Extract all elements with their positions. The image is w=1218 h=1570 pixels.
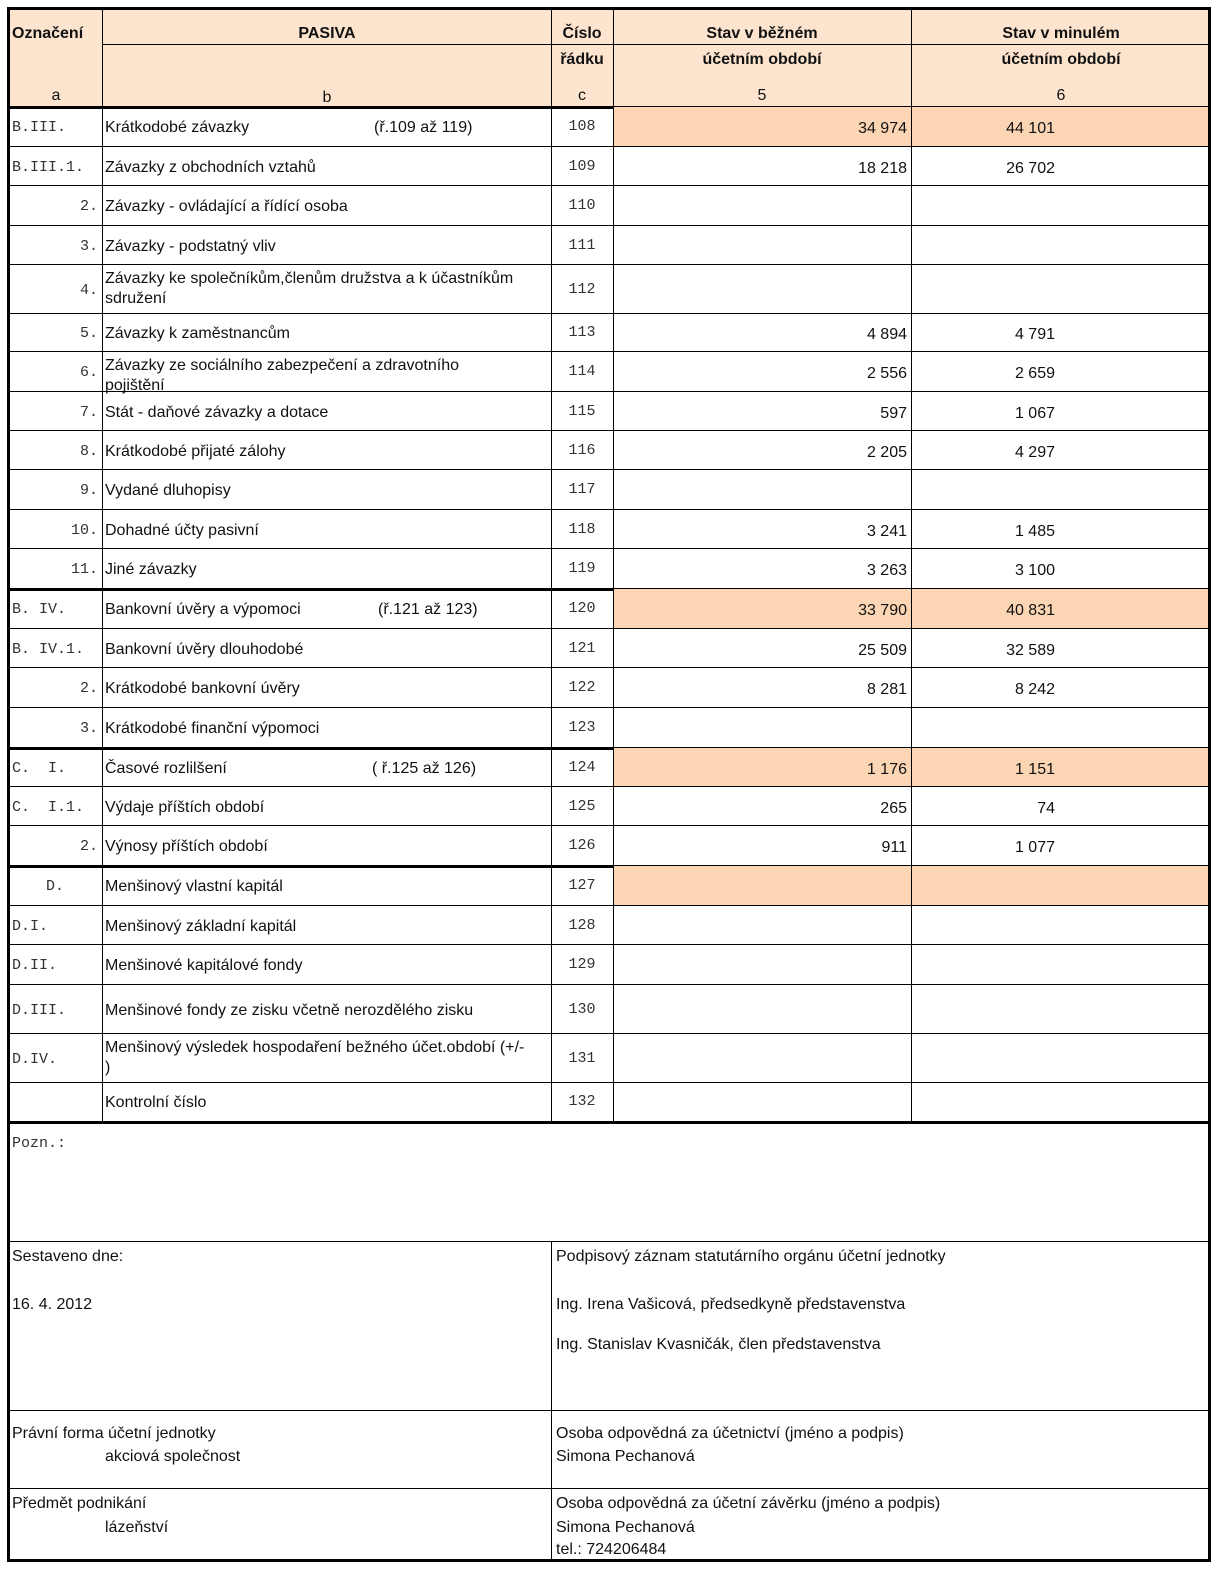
row-label: Menšinové fondy ze zisku včetně nerozdělého zisku bbox=[105, 1001, 474, 1019]
compiled-date: 16. 4. 2012 bbox=[12, 1296, 93, 1313]
row-code: B. IV. bbox=[12, 601, 67, 618]
row-label: Dohadné účty pasivní bbox=[105, 521, 259, 539]
row-previous-value: 8 242 bbox=[1014, 681, 1055, 698]
row-previous-value: 44 101 bbox=[1006, 120, 1055, 137]
row-line-number: 109 bbox=[568, 157, 596, 175]
row-divider bbox=[10, 313, 1208, 314]
closing-person-name: Simona Pechanová bbox=[556, 1519, 695, 1536]
col-b-letter: b bbox=[322, 89, 332, 106]
row-divider bbox=[10, 225, 1208, 226]
row-label: Závazky - ovládající a řídící osoba bbox=[105, 198, 348, 215]
row-divider bbox=[10, 667, 1208, 668]
col-b-divider bbox=[551, 10, 552, 1121]
row-previous-value: 3 100 bbox=[1014, 562, 1055, 579]
col-5-title-1: Stav v běžném bbox=[706, 25, 818, 42]
signer-1: Ing. Irena Vašicová, předsedkyně představenstva bbox=[556, 1296, 906, 1313]
row-label: Krátkodobé přijaté zálohy bbox=[105, 442, 286, 460]
row-label: Závazky z obchodních vztahů bbox=[105, 158, 316, 176]
row-label: Stát - daňové závazky a dotace bbox=[105, 403, 329, 421]
row-current-value: 3 241 bbox=[866, 522, 907, 540]
row-code: 11. bbox=[70, 561, 98, 578]
accounting-person-label: Osoba odpovědná za účetnictví (jméno a podpis) bbox=[556, 1425, 904, 1442]
row-line-number: 122 bbox=[568, 679, 596, 696]
row-line-number: 128 bbox=[568, 916, 596, 934]
row-divider bbox=[10, 1033, 1208, 1034]
row-code: 8. bbox=[79, 442, 98, 460]
row-current-value: 2 205 bbox=[866, 443, 907, 461]
closing-person-label: Osoba odpovědná za účetní závěrku (jméno a podpis) bbox=[556, 1495, 941, 1512]
row-line-number: 125 bbox=[568, 797, 596, 815]
row-code: B.III.1. bbox=[12, 158, 85, 176]
col-5-number: 5 bbox=[757, 87, 767, 104]
business-label: Předmět podnikání bbox=[12, 1495, 147, 1512]
row-previous-value: 1 151 bbox=[1014, 760, 1055, 778]
row-range: (ř.109 až 119) bbox=[374, 119, 473, 136]
row-label: Bankovní úvěry a výpomoci bbox=[105, 601, 301, 618]
row-code: D.II. bbox=[12, 957, 58, 974]
col-5-divider bbox=[911, 10, 912, 1121]
row-previous-value: 1 077 bbox=[1014, 839, 1055, 856]
row-code: 6. bbox=[79, 364, 98, 381]
row-label: Závazky ke společníkům,členům družstva a k účastníkům bbox=[105, 270, 514, 287]
row-line-number: 110 bbox=[568, 197, 596, 214]
row-label: Výdaje příštích období bbox=[105, 798, 265, 816]
row-label: Menšinový základní kapitál bbox=[105, 917, 297, 935]
row-code: 7. bbox=[79, 403, 98, 421]
col-5-title-2: účetním období bbox=[702, 51, 822, 68]
row-current-value: 4 894 bbox=[866, 326, 907, 343]
row-label: Jiné závazky bbox=[105, 561, 197, 578]
row-code: D.IV. bbox=[12, 1050, 58, 1068]
row-code: D. bbox=[46, 878, 65, 895]
row-current-value: 265 bbox=[880, 799, 907, 817]
row-line-number: 118 bbox=[568, 520, 596, 538]
header-divider bbox=[102, 44, 1208, 45]
row-current-value: 18 218 bbox=[858, 159, 907, 177]
row-label: Menšinové kapitálové fondy bbox=[105, 957, 303, 974]
row-line-number: 116 bbox=[568, 441, 596, 459]
row-current-value: 33 790 bbox=[858, 602, 907, 619]
col-c-title-2: řádku bbox=[560, 51, 604, 68]
row-line-number: 127 bbox=[568, 877, 596, 894]
row-code: C. I.1. bbox=[12, 798, 85, 816]
footer-divider-2 bbox=[10, 1410, 1208, 1411]
row-divider bbox=[10, 1082, 1208, 1083]
row-divider bbox=[10, 825, 1208, 826]
col-a-letter: a bbox=[51, 87, 61, 104]
row-line-number: 129 bbox=[568, 956, 596, 973]
col-6-title-1: Stav v minulém bbox=[1002, 25, 1120, 42]
signer-2: Ing. Stanislav Kvasničák, člen představenstva bbox=[556, 1336, 881, 1353]
row-previous-value: 4 297 bbox=[1014, 443, 1055, 461]
row-divider bbox=[10, 628, 1208, 629]
legal-form-label: Právní forma účetní jednotky bbox=[12, 1425, 216, 1442]
row-label-continued: pojištění bbox=[105, 377, 165, 394]
row-divider bbox=[10, 351, 1208, 352]
row-line-number: 126 bbox=[568, 837, 596, 854]
footer-column-divider bbox=[551, 1242, 552, 1562]
row-code: B.III. bbox=[12, 119, 67, 136]
row-code: D.III. bbox=[12, 1001, 67, 1019]
row-line-number: 131 bbox=[568, 1049, 596, 1067]
col-b-title: PASIVA bbox=[298, 25, 356, 42]
col-c-title-1: Číslo bbox=[562, 25, 602, 42]
row-code: 5. bbox=[79, 325, 98, 342]
signature-label: Podpisový záznam statutárního orgánu účetní jednotky bbox=[556, 1248, 946, 1265]
row-divider bbox=[10, 391, 1208, 392]
row-code: 3. bbox=[79, 237, 98, 255]
row-divider bbox=[10, 786, 1208, 787]
row-current-value: 1 176 bbox=[866, 760, 907, 778]
col-a-divider bbox=[102, 10, 103, 1121]
row-code: 4. bbox=[79, 281, 98, 299]
row-previous-value: 1 067 bbox=[1014, 404, 1055, 422]
footer-divider-1 bbox=[10, 1241, 1208, 1242]
row-line-number: 130 bbox=[568, 1000, 596, 1018]
row-line-number: 115 bbox=[568, 402, 596, 420]
row-code: 3. bbox=[79, 720, 98, 737]
row-label: Závazky ze sociálního zabezpečení a zdravotního bbox=[105, 357, 459, 374]
row-line-number: 108 bbox=[568, 118, 596, 135]
row-divider bbox=[10, 707, 1208, 708]
row-divider bbox=[10, 548, 1208, 549]
row-line-number: 117 bbox=[568, 481, 596, 498]
row-label: Menšinový vlastní kapitál bbox=[105, 878, 283, 895]
row-label: Výnosy příštích období bbox=[105, 838, 268, 855]
row-current-value: 911 bbox=[881, 839, 907, 856]
row-current-value: 34 974 bbox=[858, 120, 907, 137]
row-divider bbox=[10, 944, 1208, 945]
row-divider bbox=[10, 984, 1208, 985]
row-label: Krátkodobé finanční výpomoci bbox=[105, 720, 320, 737]
row-previous-value: 74 bbox=[1037, 799, 1055, 817]
row-code: 10. bbox=[70, 521, 98, 539]
row-previous-value: 4 791 bbox=[1014, 326, 1055, 343]
row-label: Krátkodobé závazky bbox=[105, 119, 250, 136]
row-line-number: 112 bbox=[568, 280, 596, 298]
row-current-value: 2 556 bbox=[866, 365, 907, 382]
row-line-number: 113 bbox=[568, 324, 596, 341]
row-code: 9. bbox=[79, 482, 98, 499]
row-line-number: 124 bbox=[568, 758, 596, 776]
row-line-number: 111 bbox=[568, 236, 596, 254]
row-divider bbox=[10, 146, 1208, 147]
row-code: D.I. bbox=[12, 917, 49, 935]
col-a-title: Označení bbox=[12, 25, 84, 42]
col-6-number: 6 bbox=[1056, 87, 1066, 104]
row-line-number: 114 bbox=[568, 363, 596, 380]
row-label: Vydané dluhopisy bbox=[105, 482, 231, 499]
col-c-letter: c bbox=[578, 87, 586, 104]
row-range: ( ř.125 až 126) bbox=[372, 759, 477, 777]
row-code: 2. bbox=[79, 680, 98, 697]
row-divider bbox=[10, 185, 1208, 186]
col-6-title-2: účetním období bbox=[1001, 51, 1121, 68]
row-code: B. IV.1. bbox=[12, 640, 85, 658]
row-current-value: 25 509 bbox=[858, 641, 907, 659]
row-previous-value: 1 485 bbox=[1014, 522, 1055, 540]
row-line-number: 123 bbox=[568, 719, 596, 736]
row-previous-value: 32 589 bbox=[1006, 641, 1055, 659]
row-divider bbox=[10, 905, 1208, 906]
row-current-value: 597 bbox=[880, 404, 907, 422]
row-previous-value: 40 831 bbox=[1006, 602, 1055, 619]
closing-person-phone: tel.: 724206484 bbox=[556, 1541, 667, 1558]
accounting-person-name: Simona Pechanová bbox=[556, 1448, 695, 1465]
row-previous-value: 2 659 bbox=[1014, 365, 1055, 382]
row-label: Kontrolní číslo bbox=[105, 1094, 207, 1111]
row-label: Závazky k zaměstnancům bbox=[105, 325, 290, 342]
row-label: Bankovní úvěry dlouhodobé bbox=[105, 640, 304, 658]
row-previous-value: 26 702 bbox=[1006, 159, 1055, 177]
row-line-number: 120 bbox=[568, 600, 596, 617]
row-line-number: 121 bbox=[568, 639, 596, 657]
row-divider bbox=[10, 430, 1208, 431]
row-divider bbox=[10, 509, 1208, 510]
footer-top-border bbox=[10, 1121, 1208, 1124]
balance-sheet-liabilities bbox=[7, 7, 1211, 1562]
row-current-value: 3 263 bbox=[866, 562, 907, 579]
row-code: C. I. bbox=[12, 759, 67, 777]
row-range: (ř.121 až 123) bbox=[378, 601, 478, 618]
row-label: Krátkodobé bankovní úvěry bbox=[105, 680, 300, 697]
row-label: Časové rozlilšení bbox=[105, 759, 227, 777]
compiled-label: Sestaveno dne: bbox=[12, 1248, 124, 1265]
col-c-divider bbox=[613, 10, 614, 1121]
row-code: 2. bbox=[79, 198, 98, 215]
footer-divider-3 bbox=[10, 1488, 1208, 1489]
row-divider bbox=[10, 264, 1208, 265]
row-current-value: 8 281 bbox=[866, 681, 907, 698]
note-label: Pozn.: bbox=[12, 1135, 67, 1152]
row-line-number: 119 bbox=[568, 560, 596, 577]
row-label-continued: ) bbox=[105, 1059, 111, 1076]
row-label-continued: sdružení bbox=[105, 290, 167, 307]
row-label: Menšinový výsledek hospodaření bežného účet.období (+/- bbox=[105, 1039, 525, 1056]
business-value: lázeňství bbox=[105, 1519, 169, 1536]
row-divider bbox=[10, 469, 1208, 470]
row-code: 2. bbox=[79, 838, 98, 855]
row-line-number: 132 bbox=[568, 1093, 596, 1110]
row-label: Závazky - podstatný vliv bbox=[105, 237, 276, 255]
legal-form-value: akciová společnost bbox=[105, 1448, 241, 1465]
